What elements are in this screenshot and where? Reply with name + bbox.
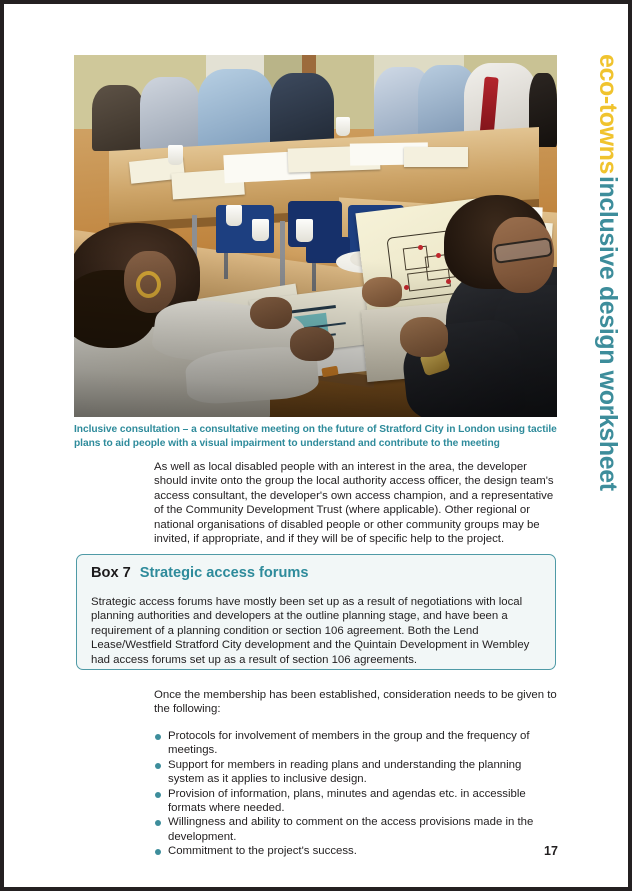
side-tab-subtitle: inclusive design worksheet bbox=[594, 176, 622, 491]
list-item-label: Willingness and ability to comment on the access provisions made in the development. bbox=[168, 816, 534, 843]
box-7-label: Box 7 bbox=[91, 565, 131, 581]
list-item bbox=[154, 758, 558, 787]
membership-paragraph: Once the membership has been established, consideration needs to be given to the following: bbox=[154, 689, 557, 716]
list-item-label: Support for members in reading plans and understanding the planning system as it applies to inclusive design. bbox=[168, 758, 522, 786]
consultation-photo bbox=[74, 55, 557, 417]
list-item bbox=[154, 787, 558, 816]
list-item-label: Commitment to the project's success. bbox=[168, 845, 357, 858]
side-tab-brand: eco-towns bbox=[594, 54, 622, 175]
box-7-body: Strategic access forums have mostly been set up as a result of negotiations with local planning authorities and developers at the outline planning stage, and have been a requirement of a planning condition or section 106 agreement. Both the Lend Lease/Westfield Stratford City development and the Quintain Development in Wembley had access forums set up as a result of section 106 agreements. bbox=[91, 596, 530, 666]
bullet-dot-icon bbox=[155, 763, 161, 769]
list-item-label: Provision of information, plans, minutes and agendas etc. in accessible formats where needed. bbox=[168, 787, 526, 815]
photo-caption: Inclusive consultation – a consultative meeting on the future of Stratford City in London using tactile plans to aid people with a visual impairment to understand and contribute to the meeting bbox=[74, 424, 557, 450]
list-item bbox=[154, 815, 558, 844]
intro-paragraph: As well as local disabled people with an interest in the area, the developer should invite onto the group the local authority access officer, the design team's access consultant, the developer's own access champion, and a representative of the Community Development Trust (where applicable). Other regional or national organisations of disabled people or other community groups may be invited, if appropriate, and if they will be of specific help to the project. bbox=[154, 461, 554, 546]
side-tab bbox=[594, 4, 628, 887]
bullet-dot-icon bbox=[155, 792, 161, 798]
document-page bbox=[4, 4, 628, 887]
list-item bbox=[154, 729, 558, 758]
bullet-dot-icon bbox=[155, 734, 161, 740]
box-7-strategic-access-forums bbox=[76, 554, 556, 670]
box-7-title: Strategic access forums bbox=[139, 565, 309, 581]
bullet-dot-icon bbox=[155, 820, 161, 826]
box-7-heading bbox=[91, 565, 308, 581]
bullet-dot-icon bbox=[155, 849, 161, 855]
list-item bbox=[154, 844, 558, 858]
list-item-label: Protocols for involvement of members in the group and the frequency of meetings. bbox=[168, 730, 530, 757]
page-number: 17 bbox=[544, 844, 558, 858]
bullet-list bbox=[154, 729, 558, 859]
